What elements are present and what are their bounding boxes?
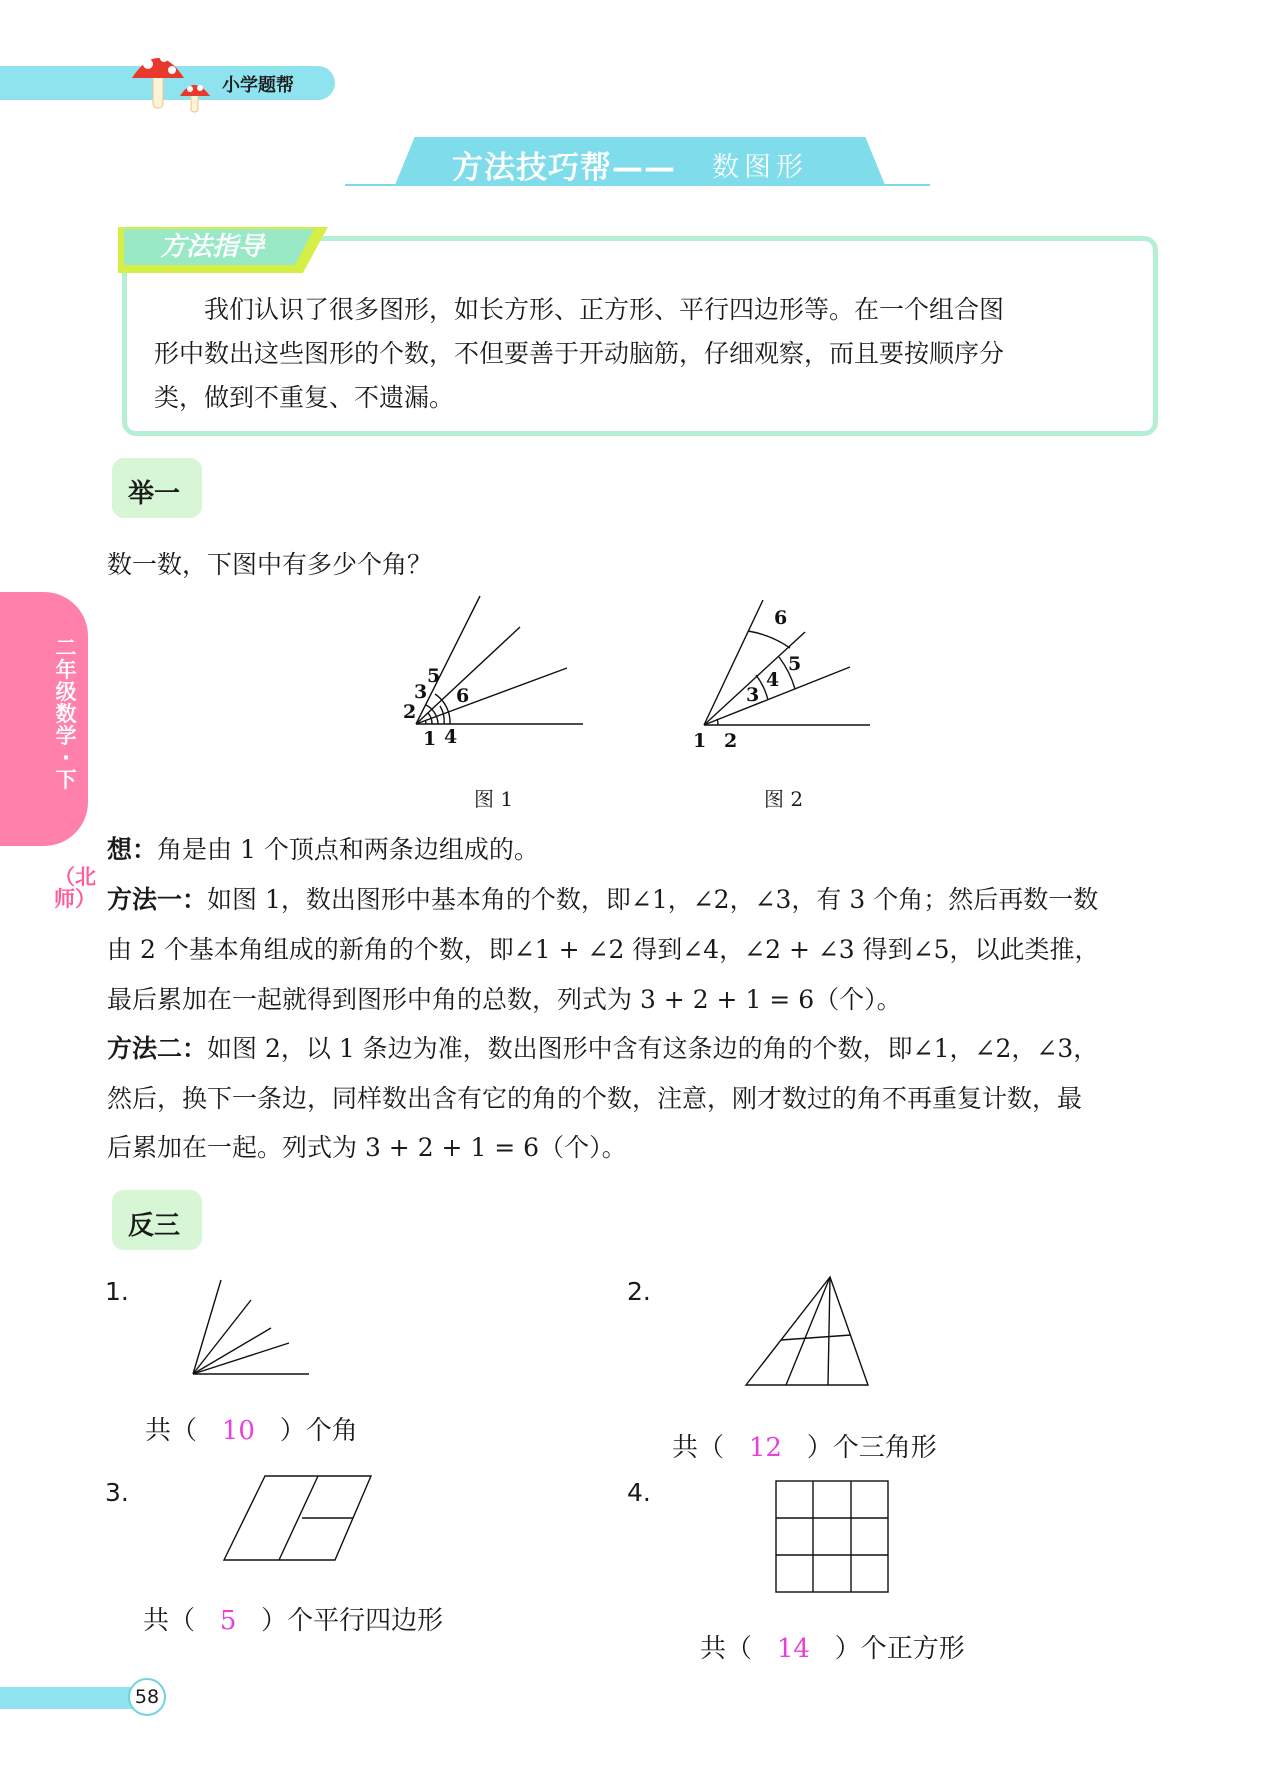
question-number: 2. (627, 1277, 651, 1306)
practice-badge-label: 反三 (128, 1211, 181, 1241)
method-guide-tag: 方法指导 (160, 232, 265, 262)
question-number: 4. (627, 1478, 651, 1507)
figure-1-caption: 图 1 (474, 787, 514, 811)
method1-line: 由 2 个基本角组成的新角的个数，即∠1 + ∠2 得到∠4，∠2 + ∠3 得到∠5，以此类推， (107, 935, 1100, 964)
q4-suffix: ）个正方形 (834, 1634, 965, 1664)
fig2-label: 6 (774, 607, 788, 629)
method2-line (107, 1029, 1177, 1065)
think-label: 想： (107, 835, 158, 864)
guide-text-line: 形中数出这些图形的个数，不但要善于开动脑筋，仔细观察，而且要按顺序分 (154, 339, 1005, 368)
q3-answer: 5 (219, 1606, 237, 1636)
figure-2-angles (690, 590, 890, 760)
q3-parallelogram-figure (218, 1470, 378, 1566)
guide-text-line: 类，做到不重复、不遗漏。 (154, 383, 455, 412)
fig2-label: 3 (746, 684, 760, 706)
q3-prefix: 共（ (143, 1606, 196, 1636)
q1-answer-line (145, 1410, 358, 1447)
fig2-label: 2 (724, 730, 738, 752)
side-tab-edition: （北师） (54, 865, 96, 912)
fig2-label: 5 (788, 653, 802, 675)
mushroom-icon (128, 44, 218, 116)
page-subtitle: 数图形 (712, 152, 808, 183)
fig2-label: 4 (766, 669, 780, 691)
fig2-label: 1 (693, 730, 707, 752)
series-label: 小学题帮 (222, 75, 294, 96)
method1-line: 最后累加在一起就得到图形中角的总数，列式为 3 + 2 + 1 = 6（个）。 (107, 985, 902, 1014)
q4-grid-figure (773, 1478, 893, 1596)
example-badge-label: 举一 (128, 479, 181, 509)
think-line (107, 830, 1177, 866)
q2-answer: 12 (748, 1433, 782, 1463)
q1-answer: 10 (221, 1416, 255, 1446)
method1-line (107, 880, 1177, 916)
figure-1-angles (400, 590, 600, 760)
q4-prefix: 共（ (700, 1634, 753, 1664)
fig1-label: 3 (414, 681, 428, 703)
fig1-label: 6 (456, 685, 470, 707)
fig1-label: 1 (423, 728, 437, 750)
footer-bar (0, 1687, 140, 1709)
method2-label: 方法二： (107, 1034, 208, 1063)
example-question: 数一数，下图中有多少个角？ (107, 550, 433, 579)
q4-answer-line (700, 1628, 965, 1665)
q2-answer-line (672, 1427, 937, 1464)
q4-answer: 14 (776, 1634, 810, 1664)
method2-line: 后累加在一起。列式为 3 + 2 + 1 = 6（个）。 (107, 1133, 627, 1162)
page-number: 58 (134, 1686, 160, 1708)
fig1-label: 2 (403, 701, 417, 723)
think-text: 角是由 1 个顶点和两条边组成的。 (157, 835, 539, 864)
method1-label: 方法一： (107, 885, 208, 914)
q1-prefix: 共（ (145, 1416, 198, 1446)
q1-angle-figure (185, 1272, 315, 1382)
page-title: 方法技巧帮—— (452, 150, 676, 186)
q2-prefix: 共（ (672, 1433, 725, 1463)
figure-2-caption: 图 2 (764, 787, 804, 811)
question-number: 3. (105, 1478, 129, 1507)
q3-answer-line (143, 1600, 443, 1637)
q3-suffix: ）个平行四边形 (261, 1606, 444, 1636)
method2-text: 如图 2，以 1 条边为准，数出图形中含有这条边的角的个数，即∠1，∠2，∠3， (207, 1034, 1099, 1063)
side-tab-grade: 二年级数学·下 (55, 636, 77, 793)
method2-line: 然后，换下一条边，同样数出含有它的角的个数，注意，刚才数过的角不再重复计数，最 (107, 1084, 1083, 1113)
question-number: 1. (105, 1277, 129, 1306)
q2-suffix: ）个三角形 (806, 1433, 937, 1463)
q1-suffix: ）个角 (279, 1416, 358, 1446)
fig1-label: 5 (427, 665, 441, 687)
q2-triangle-figure (740, 1272, 875, 1392)
guide-text-line: 我们认识了很多图形，如长方形、正方形、平行四边形等。在一个组合图 (154, 295, 1005, 324)
method1-text: 如图 1，数出图形中基本角的个数，即∠1，∠2，∠3，有 3 个角；然后再数一数 (207, 885, 1099, 914)
fig1-label: 4 (444, 726, 458, 748)
